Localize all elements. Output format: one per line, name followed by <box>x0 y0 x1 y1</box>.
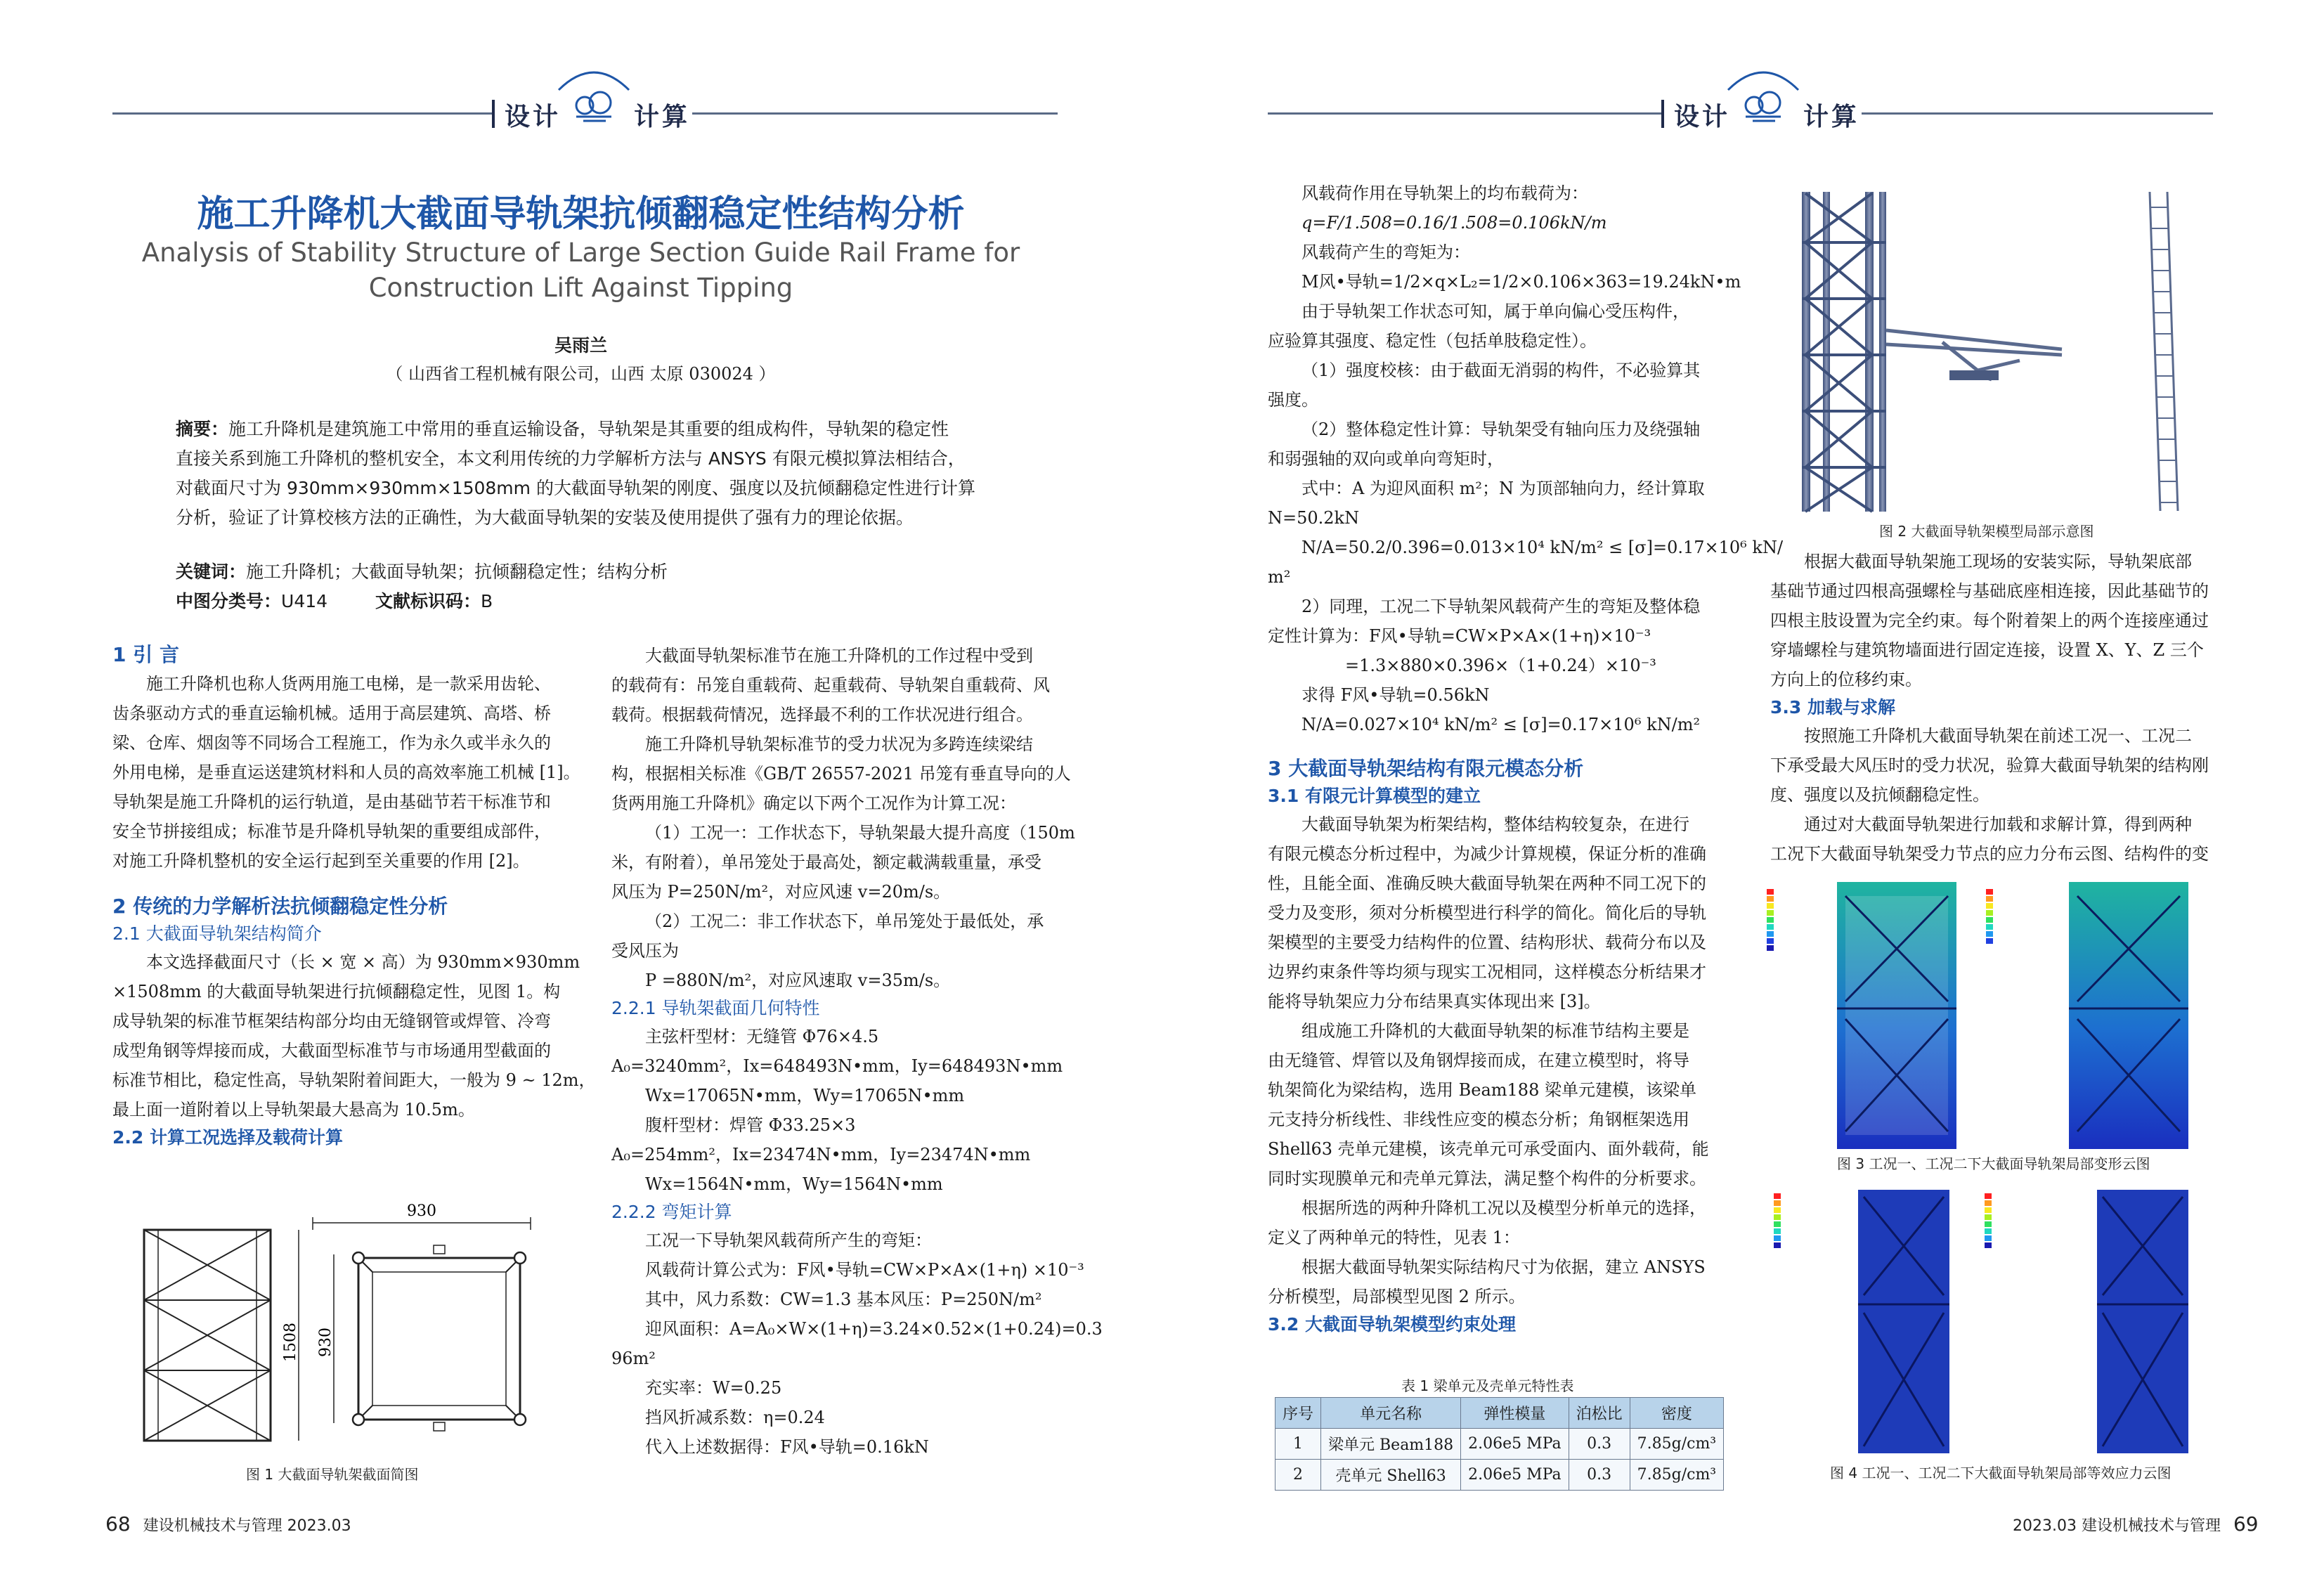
figure-1-caption: 图 1 大截面导轨架截面简图 <box>246 1466 419 1483</box>
text-line: 成型角钢等焊接而成，大截面型标准节与市场通用型截面的 <box>112 1041 551 1060</box>
text-line: ×1508mm 的大截面导轨架进行抗倾翻稳定性，见图 1。构 <box>112 982 561 1001</box>
figure-3-caption: 图 3 工况一、工况二下大截面导轨架局部变形云图 <box>1837 1155 2150 1172</box>
text-line: 风载荷产生的弯矩为： <box>1301 242 1470 262</box>
text-line: 由无缝管、焊管以及角钢焊接而成，在建立模型时，将导 <box>1268 1051 1689 1070</box>
text-line: 充实率：W=0.25 <box>645 1378 782 1398</box>
header-rule-right <box>1862 112 2213 115</box>
text-line: 对施工升降机整机的安全运行起到至关重要的作用 [2]。 <box>112 851 530 871</box>
text-line: 的载荷有：吊笼自重载荷、起重载荷、导轨架自重载荷、风 <box>611 675 1050 695</box>
text-line: 穿墙螺栓与建筑物墙面进行固定连接，设置 X、Y、Z 三个 <box>1770 640 2204 660</box>
text-line: （2）工况二：非工作状态下，单吊笼处于最低处，承 <box>645 911 1044 931</box>
text-line: 挡风折减系数：η=0.24 <box>645 1408 825 1427</box>
table-row: 1 梁单元 Beam188 2.06e5 MPa 0.3 7.85g/cm³ <box>1275 1429 1724 1460</box>
text-line: 载荷。根据载荷情况，选择最不利的工作状况进行组合。 <box>611 705 1033 725</box>
text-line: 货两用施工升降机》确定以下两个工况作为计算工况： <box>611 793 1016 813</box>
section-3-2-heading: 3.2 大截面导轨架模型约束处理 <box>1268 1314 1516 1335</box>
text-line: 强度。 <box>1268 390 1318 410</box>
text-line: P =880N/m²，对应风速取 v=35m/s。 <box>645 971 951 990</box>
header-calc: 计算 <box>634 103 691 131</box>
text-line: 根据大截面导轨架施工现场的安装实际，导轨架底部 <box>1804 552 2192 571</box>
text-line: 梁、仓库、烟囱等不同场合工程施工，作为永久或半永久的 <box>112 733 551 753</box>
text-line: （1）强度校核：由于截面无消弱的构件，不必验算其 <box>1301 361 1701 380</box>
text-line: 式中：A 为迎风面积 m²；N 为顶部轴向力，经计算取 <box>1301 479 1705 498</box>
text-line: 风载荷作用在导轨架上的均布载荷为： <box>1301 183 1588 203</box>
abstract-label: 摘要： <box>176 419 229 439</box>
section-2-1-heading: 2.1 大截面导轨架结构简介 <box>112 923 322 944</box>
table-1 <box>1275 1397 1724 1491</box>
text-line: 大截面导轨架标准节在施工升降机的工作过程中受到 <box>645 646 1033 666</box>
text-line: 外用电梯，是垂直运送建筑材料和人员的高效率施工机械 [1]。 <box>112 762 580 782</box>
text-line: 受力及变形，须对分析模型进行科学的简化。简化后的导轨 <box>1268 903 1706 923</box>
text-line: 标准节相比，稳定性高，导轨架附着间距大，一般为 9 ~ 12m， <box>112 1070 596 1090</box>
text-line: 最上面一道附着以上导轨架最大悬高为 10.5m。 <box>112 1100 475 1120</box>
header-logo-icon <box>555 62 632 132</box>
column-2 <box>611 641 1103 1462</box>
text-line: N/A=0.027×10⁴ kN/m² ≤ [σ]=0.17×10⁶ kN/m² <box>1301 715 1701 734</box>
section-3-1-heading: 3.1 有限元计算模型的建立 <box>1268 786 1481 806</box>
text-line: N=50.2kN <box>1268 508 1360 528</box>
text-line: 按照施工升降机大截面导轨架在前述工况一、工况二 <box>1804 726 2192 746</box>
table-header: 泊松比 <box>1569 1398 1630 1429</box>
keywords: 关键词：施工升降机；大截面导轨架；抗倾翻稳定性；结构分析 <box>176 562 668 582</box>
header-bar <box>492 100 495 128</box>
text-line: 工况一下导轨架风载荷所产生的弯矩： <box>645 1231 932 1250</box>
text-line: 施工升降机也称人货两用施工电梯，是一款采用齿轮、 <box>146 674 551 694</box>
fig1-dim-width: 930 <box>407 1202 436 1220</box>
right-page <box>1162 0 2324 1577</box>
text-line: 由于导轨架工作状态可知，属于单向偏心受压构件， <box>1301 301 1689 321</box>
section-1-heading: 1 引 言 <box>112 643 179 666</box>
text-line: 基础节通过四根高强螺栓与基础底座相连接，因此基础节的 <box>1770 581 2209 601</box>
text-line: Wx=17065N•mm，Wy=17065N•mm <box>645 1086 965 1105</box>
table-header: 密度 <box>1630 1398 1723 1429</box>
text-line: 2）同理，工况二下导轨架风载荷产生的弯矩及整体稳 <box>1301 597 1701 616</box>
text-line: 安全节拼接组成；标准节是升降机导轨架的重要组成部件， <box>112 822 551 841</box>
text-line: （1）工况一：工作状态下，导轨架最大提升高度（150m <box>645 823 1075 843</box>
figure-4-stress <box>1774 1186 2216 1457</box>
figure-1-drawing <box>116 1195 552 1462</box>
fig1-dim-height: 1508 <box>282 1323 299 1362</box>
text-line: 架模型的主要受力结构件的位置、结构形状、载荷分布以及 <box>1268 933 1706 952</box>
section-2-heading: 2 传统的力学解析法抗倾翻稳定性分析 <box>112 895 448 918</box>
title-en-line1: Analysis of Stability Structure of Large Section Guide Rail Frame for <box>141 238 1020 268</box>
header-rule-left <box>112 112 492 115</box>
text-line: 边界约束条件等均须与现实工况相同，这样模态分析结果才 <box>1268 962 1706 982</box>
text-line: 风压为 P=250N/m²，对应风速 v=20m/s。 <box>611 882 951 902</box>
text-line: 根据大截面导轨架实际结构尺寸为依据，建立 ANSYS <box>1301 1257 1706 1277</box>
text-line: 导轨架是施工升降机的运行轨道，是由基础节若干标准节和 <box>112 792 551 812</box>
text-line: 成导轨架的标准节框架结构部分均由无缝钢管或焊管、冷弯 <box>112 1011 551 1031</box>
fig1-dim-inner: 930 <box>317 1328 335 1357</box>
text-line: 方向上的位移约束。 <box>1770 670 1922 689</box>
text-line: A₀=254mm²，Ix=23474N•mm，Iy=23474N•mm <box>611 1145 1031 1164</box>
text-line: Wx=1564N•mm，Wy=1564N•mm <box>645 1174 943 1194</box>
text-line: =1.3×880×0.396×（1+0.24）×10⁻³ <box>1345 656 1656 675</box>
text-line: （2）整体稳定性计算：导轨架受有轴向压力及绕强轴 <box>1301 420 1701 439</box>
abstract: 摘要：施工升降机是建筑施工中常用的垂直运输设备，导轨架是其重要的组成构件，导轨架的稳定性 直接关系到施工升降机的整机安全，本文利用传统的力学解析方法与 ANSYS 有限元模拟算法相结合， 对截面尺寸为 930mm×930mm×1508mm 的大截面导轨架的刚度、强度以及抗倾翻稳定性进行计算 分析，验证了计算校核方法的正确性，为大截面导轨架的安装及使用提供了强有力的理论依据。 <box>176 419 975 528</box>
text-line: 迎风面积：A=A₀×W×(1+η)=3.24×0.52×(1+0.24)=0.3 <box>645 1319 1103 1339</box>
text-line: 齿条驱动方式的垂直运输机械。适用于高层建筑、高塔、桥 <box>112 703 551 723</box>
text-line: 受风压为 <box>611 941 679 961</box>
footer-right: 2023.03 建设机械技术与管理 69 <box>2013 1512 2259 1536</box>
table-header: 序号 <box>1275 1398 1321 1429</box>
text-line: 施工升降机导轨架标准节的受力状况为多跨连续梁结 <box>645 734 1033 754</box>
text-line: 度、强度以及抗倾翻稳定性。 <box>1770 785 1989 805</box>
text-line: A₀=3240mm²，Ix=648493N•mm，Iy=648493N•mm <box>611 1056 1063 1076</box>
header-rule-left <box>1268 112 1661 115</box>
page-number-left: 68 <box>105 1512 131 1536</box>
text-line: 元支持分析线性、非线性应变的模态分析；角钢框架选用 <box>1268 1110 1689 1129</box>
text-line: 96m² <box>611 1349 656 1368</box>
text-line: 组成施工升降机的大截面导轨架的标准节结构主要是 <box>1301 1021 1689 1041</box>
figure-2-model <box>1767 186 2216 517</box>
table-row: 2 壳单元 Shell63 2.06e5 MPa 0.3 7.85g/cm³ <box>1275 1460 1724 1491</box>
text-line: 同时实现膜单元和壳单元算法，满足整个构件的分析要求。 <box>1268 1169 1706 1188</box>
footer-left: 68 建设机械技术与管理 2023.03 <box>105 1512 351 1536</box>
column-1 <box>112 641 596 1151</box>
header-logo-icon <box>1725 62 1802 132</box>
text-line: M风•导轨=1/2×q×L₂=1/2×0.106×363=19.24kN•m <box>1301 272 1741 292</box>
text-line: 有限元模态分析过程中，为减少计算规模，保证分析的准确 <box>1268 844 1706 864</box>
section-2-2-1-heading: 2.2.1 导轨架截面几何特性 <box>611 998 820 1018</box>
text-line: 其中，风力系数：CW=1.3 基本风压：P=250N/m² <box>645 1290 1042 1309</box>
column-3 <box>1268 179 1784 1338</box>
text-line: 根据所选的两种升降机工况以及模型分析单元的选择， <box>1301 1198 1706 1218</box>
header-calc: 计算 <box>1803 103 1860 131</box>
classification: 中图分类号：U414 文献标识码：B <box>176 591 493 611</box>
text-line: 构，根据相关标准《GB/T 26557-2021 吊笼有垂直导向的人 <box>611 764 1071 784</box>
text-line: 主弦杆型材：无缝管 Φ76×4.5 <box>645 1027 879 1046</box>
text-line: 工况下大截面导轨架受力节点的应力分布云图、结构件的变 <box>1770 844 2209 864</box>
text-line: 通过对大截面导轨架进行加载和求解计算，得到两种 <box>1804 815 2192 834</box>
text-line: 四根主肢设置为完全约束。每个附着架上的两个连接座通过 <box>1770 611 2209 630</box>
text-line: 米，有附着），单吊笼处于最高处，额定載满载重量，承受 <box>611 852 1041 872</box>
text-line: m² <box>1268 567 1291 587</box>
text-line: 性，且能全面、准确反映大截面导轨架在两种不同工况下的 <box>1268 874 1706 893</box>
figure-2-caption: 图 2 大截面导轨架模型局部示意图 <box>1879 523 2094 540</box>
text-line: 定性计算为：F风•导轨=CW×P×A×(1+η)×10⁻³ <box>1268 626 1651 646</box>
title-cn: 施工升降机大截面导轨架抗倾翻稳定性结构分析 <box>197 193 965 235</box>
text-line: 本文选择截面尺寸（长 × 宽 × 高）为 930mm×930mm <box>146 952 580 972</box>
column-4 <box>1770 547 2220 869</box>
title-en-line2: Construction Lift Against Tipping <box>368 273 793 303</box>
text-line: 分析模型，局部模型见图 2 所示。 <box>1268 1287 1526 1306</box>
figure-4-caption: 图 4 工况一、工况二下大截面导轨架局部等效应力云图 <box>1830 1465 2172 1481</box>
text-line: N/A=50.2/0.396=0.013×10⁴ kN/m² ≤ [σ]=0.17×10⁶ kN/ <box>1301 538 1784 557</box>
header-design: 设计 <box>1674 103 1731 131</box>
section-2-2-heading: 2.2 计算工况选择及载荷计算 <box>112 1127 343 1148</box>
text-line: q=F/1.508=0.16/1.508=0.106kN/m <box>1301 213 1607 233</box>
section-3-heading: 3 大截面导轨架结构有限元模态分析 <box>1268 757 1584 780</box>
text-line: Shell63 壳单元建模，该壳单元可承受面内、面外载荷，能 <box>1268 1139 1709 1159</box>
section-3-3-heading: 3.3 加载与求解 <box>1770 697 1895 718</box>
table-header: 弹性模量 <box>1461 1398 1569 1429</box>
author: 吴雨兰 <box>554 335 607 356</box>
affiliation: （ 山西省工程机械有限公司，山西 太原 030024 ） <box>386 364 776 384</box>
text-line: 求得 F风•导轨=0.56kN <box>1301 685 1490 705</box>
header-rule-right <box>692 112 1058 115</box>
text-line: 代入上述数据得：F风•导轨=0.16kN <box>645 1437 929 1457</box>
header-design: 设计 <box>505 103 561 131</box>
text-line: 风载荷计算公式为：F风•导轨=CW×P×A×(1+η) ×10⁻³ <box>645 1260 1084 1280</box>
table-1-caption: 表 1 梁单元及壳单元特性表 <box>1401 1377 1574 1394</box>
header-bar <box>1661 100 1664 128</box>
text-line: 能将导轨架应力分布结果真实体现出来 [3]。 <box>1268 992 1601 1011</box>
text-line: 和弱强轴的双向或单向弯矩时， <box>1268 449 1504 469</box>
text-line: 下承受最大风压时的受力状况，验算大截面导轨架的结构刚 <box>1770 755 2209 775</box>
text-line: 应验算其强度、稳定性（包括单肢稳定性）。 <box>1268 331 1597 351</box>
table-header: 单元名称 <box>1321 1398 1461 1429</box>
figure-3-deformation <box>1767 882 2216 1149</box>
text-line: 腹杆型材：焊管 Φ33.25×3 <box>645 1115 856 1135</box>
text-line: 轨架简化为梁结构，选用 Beam188 梁单元建模，该梁单 <box>1268 1080 1696 1100</box>
text-line: 大截面导轨架为桁架结构，整体结构较复杂，在进行 <box>1301 815 1689 834</box>
text-line: 定义了两种单元的特性，见表 1： <box>1268 1228 1520 1247</box>
page-number-right: 69 <box>2233 1512 2259 1536</box>
section-2-2-2-heading: 2.2.2 弯矩计算 <box>611 1202 732 1222</box>
